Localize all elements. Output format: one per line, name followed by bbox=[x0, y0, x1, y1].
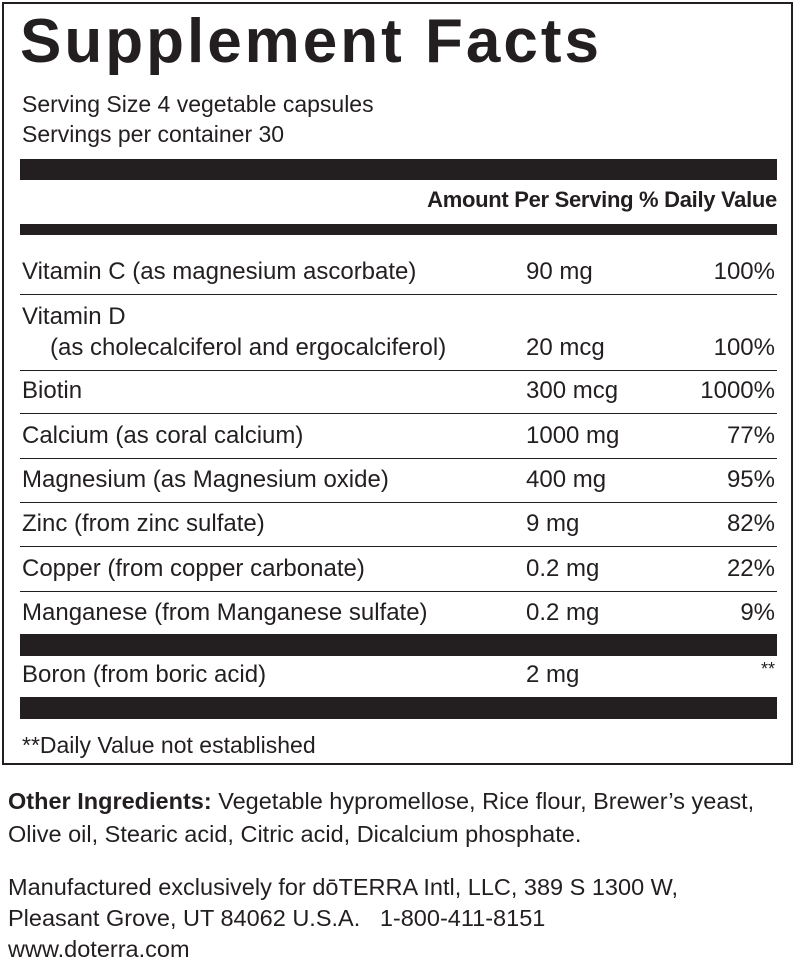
nutrient-name: Calcium (as coral calcium) bbox=[22, 422, 304, 449]
nutrient-daily-value: ** bbox=[760, 659, 775, 679]
nutrient-daily-value: 77% bbox=[726, 422, 775, 449]
nutrient-amount: 1000 mg bbox=[526, 422, 620, 449]
nutrient-amount: 2 mg bbox=[526, 661, 580, 688]
nutrient-name: Vitamin C (as magnesium ascorbate) bbox=[22, 258, 417, 285]
nutrient-daily-value: 100% bbox=[713, 258, 775, 285]
nutrient-name: Biotin bbox=[22, 377, 83, 404]
nutrient-amount: 90 mg bbox=[526, 258, 593, 285]
nutrient-daily-value: 1000% bbox=[700, 377, 775, 404]
nutrient-name-detail: (as cholecalciferol and ergocalciferol) bbox=[50, 334, 447, 361]
nutrient-name: Magnesium (as Magnesium oxide) bbox=[22, 466, 389, 493]
thick-divider-middle bbox=[20, 634, 777, 656]
nutrient-amount: 0.2 mg bbox=[526, 599, 600, 626]
daily-value-footnote: **Daily Value not established bbox=[22, 732, 316, 758]
nutrient-amount: 300 mcg bbox=[526, 377, 619, 404]
nutrient-name: Copper (from copper carbonate) bbox=[22, 555, 365, 582]
thick-divider-top bbox=[20, 159, 777, 180]
nutrient-name: Vitamin D bbox=[22, 303, 126, 330]
nutrient-daily-value: 9% bbox=[740, 599, 775, 626]
manufacturer-line-1: Manufactured exclusively for dōTERRA Intl, LLC, 389 S 1300 W, bbox=[8, 874, 679, 900]
other-ingredients-label: Other Ingredients: bbox=[8, 788, 212, 814]
column-header: Amount Per Serving % Daily Value bbox=[427, 187, 777, 212]
row-divider bbox=[20, 294, 777, 295]
row-divider bbox=[20, 502, 777, 503]
manufacturer-line-2: Pleasant Grove, UT 84062 U.S.A. 1-800-411-8151 bbox=[8, 905, 546, 931]
serving-size: Serving Size 4 vegetable capsules bbox=[22, 91, 374, 117]
nutrient-daily-value: 22% bbox=[726, 555, 775, 582]
other-ingredients-text: Vegetable hypromellose, Rice flour, Brewer’s yeast, Olive oil, Stearic acid, Citric acid, Dicalcium phosphate. bbox=[8, 788, 755, 847]
other-ingredients bbox=[8, 785, 793, 851]
row-divider bbox=[20, 370, 777, 371]
nutrient-name: Zinc (from zinc sulfate) bbox=[22, 510, 265, 537]
nutrient-daily-value: 100% bbox=[713, 334, 775, 361]
row-divider bbox=[20, 546, 777, 547]
medium-divider bbox=[20, 224, 777, 235]
servings-per-container: Servings per container 30 bbox=[22, 121, 285, 147]
row-divider bbox=[20, 458, 777, 459]
thick-divider-bottom bbox=[20, 697, 777, 719]
nutrient-daily-value: 95% bbox=[726, 466, 775, 493]
row-divider bbox=[20, 413, 777, 414]
panel-title: Supplement Facts bbox=[20, 7, 602, 76]
nutrient-amount: 0.2 mg bbox=[526, 555, 600, 582]
nutrient-name: Manganese (from Manganese sulfate) bbox=[22, 599, 428, 626]
manufacturer-website: www.doterra.com bbox=[8, 936, 190, 962]
nutrient-amount: 9 mg bbox=[526, 510, 580, 537]
nutrient-amount: 400 mg bbox=[526, 466, 607, 493]
nutrient-daily-value: 82% bbox=[726, 510, 775, 537]
nutrient-amount: 20 mcg bbox=[526, 334, 605, 361]
row-divider bbox=[20, 591, 777, 592]
nutrient-name: Boron (from boric acid) bbox=[22, 661, 267, 688]
manufacturer-info bbox=[8, 872, 678, 965]
